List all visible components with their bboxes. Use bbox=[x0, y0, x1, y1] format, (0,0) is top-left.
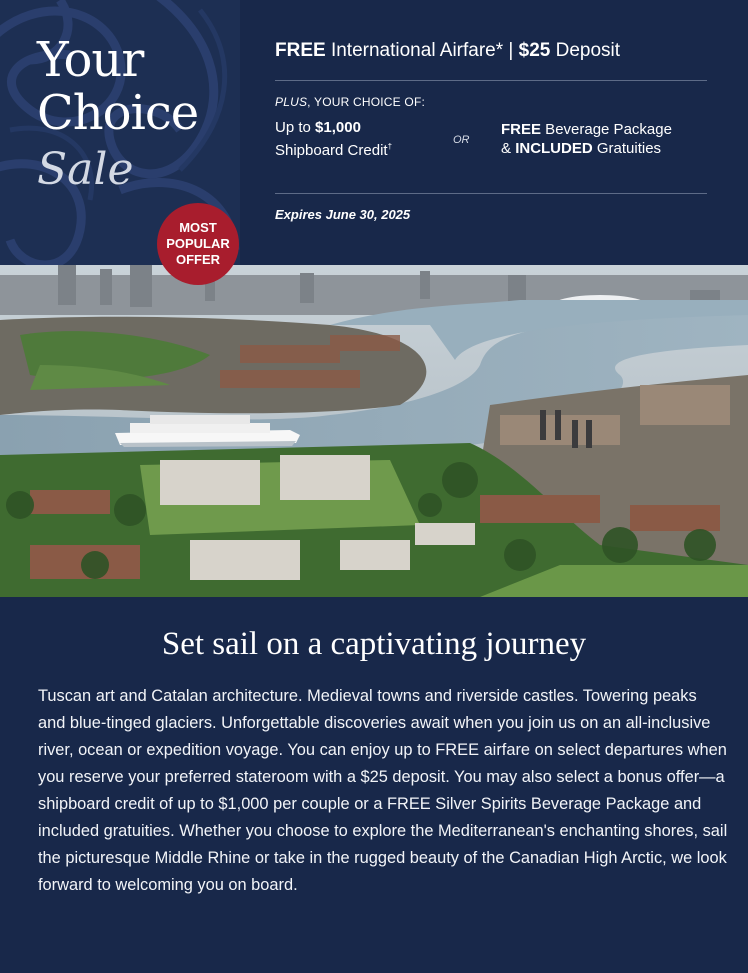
credit-amount: $1,000 bbox=[315, 119, 361, 136]
gratuities-prefix: & bbox=[501, 140, 516, 157]
plus-rest: , YOUR CHOICE OF: bbox=[307, 95, 426, 109]
airfare-headline bbox=[275, 40, 620, 62]
divider-top bbox=[275, 80, 707, 81]
content-title: Set sail on a captivating journey bbox=[161, 626, 587, 662]
logo-line-1: Your bbox=[37, 32, 144, 88]
promo-banner bbox=[0, 0, 748, 265]
or-separator: OR bbox=[453, 134, 470, 146]
aerial-city-illustration bbox=[0, 265, 748, 597]
logo-line-3: Sale bbox=[37, 144, 134, 195]
credit-label: Shipboard Credit bbox=[275, 142, 388, 159]
plus-word: PLUS bbox=[275, 95, 308, 109]
beverage-label: Beverage Package bbox=[541, 121, 672, 138]
content-section bbox=[0, 597, 748, 973]
credit-mark: † bbox=[387, 142, 393, 151]
headline-free: FREE bbox=[275, 40, 326, 61]
sale-logo bbox=[37, 34, 198, 198]
most-popular-badge bbox=[157, 203, 239, 285]
beverage-free: FREE bbox=[501, 121, 542, 138]
divider-bottom bbox=[275, 193, 707, 194]
content-body: Tuscan art and Catalan architecture. Medieval towns and riverside castles. Towering peaks and blue-tinged glaciers. Unforgettable discoveries await when you join us on an all-inclusive river, ocean or expedition voyage. You can enjoy up to FREE airfare on select departures when you reserve your preferred stateroom with a $25 deposit. You may also select a bonus offer—a shipboard credit of up to $1,000 per couple or a FREE Silver Spirits Beverage Package and included gratuities. Whether you choose to explore the Mediterranean's enchanting shores, sail the picturesque Middle Rhine or take in the rugged beauty of the Canadian High Arctic, we look forward to welcoming you on board. bbox=[38, 687, 728, 894]
headline-deposit-amount: $25 bbox=[518, 40, 551, 61]
credit-prefix: Up to bbox=[275, 119, 316, 136]
logo-line-2: Choice bbox=[37, 85, 199, 141]
badge-line-3: OFFER bbox=[175, 252, 221, 267]
plus-choice-heading bbox=[275, 95, 425, 109]
badge-line-1: MOST bbox=[179, 220, 217, 235]
aerial-photo-greenwich bbox=[0, 265, 748, 597]
badge-line-2: POPULAR bbox=[166, 236, 230, 251]
expiry-date: Expires June 30, 2025 bbox=[275, 207, 411, 222]
gratuities-label: Gratuities bbox=[592, 140, 662, 157]
headline-deposit-label: Deposit bbox=[550, 40, 621, 61]
gratuities-included: INCLUDED bbox=[515, 140, 593, 157]
beverage-package-offer bbox=[501, 120, 672, 158]
shipboard-credit-offer bbox=[275, 118, 392, 160]
headline-airfare: International Airfare* | bbox=[325, 40, 519, 61]
